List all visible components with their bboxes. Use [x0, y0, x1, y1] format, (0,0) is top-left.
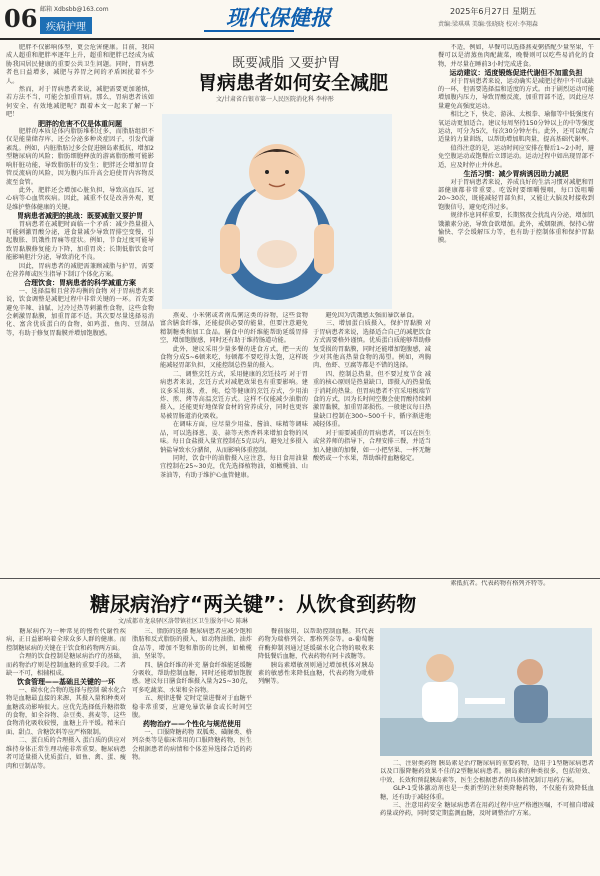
- article2-photo: [380, 628, 592, 756]
- paragraph: 三、脂肪的选择 糖尿病患者应减少饱和脂肪和反式脂肪的摄入，如动物油脂、油炸食品等，增加不饱和脂肪的比例，如橄榄油、坚果等。: [132, 628, 252, 661]
- article1-col-mid: [160, 312, 308, 574]
- header-rule: [0, 38, 600, 40]
- page-header: [0, 0, 600, 40]
- paragraph: 二、调整烹饪方式，采用健康的烹饪技巧 对于胃病患者来说，烹饪方式对减肥效果也有重要影响。建议多采用蒸、煮、炖、烩等健康的烹饪方式，少用油炸、煎、烤等高温烹饪方式。这样不仅能减少油脂的摄入，还能更好地保留食材的营养成分，同时也更容易被胃肠道消化吸收。: [160, 370, 308, 420]
- overweight-man-illustration: [162, 114, 392, 309]
- subheading: 肥胖的危害不仅是体重问题: [38, 119, 122, 128]
- paragraph: 肥胖的本质是体内脂肪堆积过多，而脂肪组织不仅是能量储存库，还会分泌多种炎症因子，引发代谢紊乱。例如，内脏脂肪过多会促进胰岛素抵抗，增加2型糖尿病的风险；脂肪细胞释放的游离脂肪酸可能影响肝脏功能，导致脂肪肝的发生；肥胖还会增加胃食管反流病的风险，因为腹内压升高会迫使胃内容物反流至食管。: [6, 128, 154, 186]
- doctor-consultation-photo: [380, 628, 592, 756]
- article2-col-1: [6, 628, 126, 872]
- paragraph: 规律作息同样重要，长期熬夜会扰乱内分泌，增加饥饿激素分泌，导致食欲增加。此外，戒烟限酒、保持心情愉快、学会缓解压力等，也有助于控制体重和保护胃黏膜。: [438, 212, 594, 245]
- article2-col-2: [132, 628, 252, 872]
- article2-byline: 文/成都市龙泉驿区洛带镇社区卫生服务中心 陈琳: [118, 618, 248, 625]
- paragraph: 五、规律进餐 定时定量进餐对于血糖平稳非常重要，应避免暴饮暴食或长时间空腹。: [132, 695, 252, 720]
- paragraph: 对于胃病患者来说，养成良好的生活习惯对减肥和胃部健康都非常重要。吃饭时要细嚼慢咽，每口饭咀嚼20~30次，既能减轻胃部负担，又能让大脑及时接收到饱腹信号，避免吃得过多。: [438, 178, 594, 211]
- section-label: 疾病护理: [40, 17, 92, 34]
- paragraph: 二、蛋白质的合理摄入 蛋白质的供应对维持身体正常生理功能非常重要。糖尿病患者可适量摄入优质蛋白，如鱼、禽、蛋、瘦肉和豆制品等。: [6, 737, 126, 770]
- paragraph: GLP-1受体激动剂也是一类新型的注射类降糖药物，不仅能有效降低血糖，还有助于减轻体重。: [380, 785, 594, 801]
- paragraph: 肥胖不仅影响体型，更会危害健康。目前，我国成人超重和肥胖率逐年上升，超重和肥胖已经成为威胁我国居民健康的重要公共卫生问题。同时，胃病患者也日益增多，减肥与养胃之间的矛盾困扰着不少人。: [6, 44, 154, 85]
- section-divider: [0, 578, 600, 579]
- paragraph: 燕麦、小米粥或者南瓜粥这类的谷物，这些食物富含膳食纤维，还能提供必要的能量，但要注意避免精制糖类和加工食品。膳食中的纤维能帮助延缓胃排空，增加饱腹感，同时还有助于维持肠道功能。: [160, 312, 308, 345]
- paragraph: 合理的饮食控制是糖尿病治疗的基础，而药物治疗则是控制血糖的重要手段。二者缺一不可，相辅相成。: [6, 653, 126, 678]
- paragraph: 三、注意用药安全 糖尿病患者在用药过程中应严格遵医嘱，不可擅自增减药量或停药，同时要定期监测血糖，及时调整治疗方案。: [380, 802, 594, 818]
- email-line: 邮箱 Xdbsbb@163.com: [40, 6, 109, 13]
- issue-date: 2025年6月27日 星期五: [450, 7, 537, 16]
- paragraph: 避免因为饥饿感太强而暴饮暴食。: [313, 312, 419, 319]
- paragraph: 值得注意的是，运动时间应安排在餐后1~2小时，避免空腹运动或饱餐后立即运动。运动过程中如出现胃部不适，应及时停止并休息。: [438, 144, 594, 169]
- article1-byline: 文/甘肃省白银市第一人民医院消化科 李梓彤: [216, 96, 334, 103]
- paragraph: 三、增加蛋白质摄入，保护胃黏膜 对于胃病患者来说，选择适合自己的减肥饮食方式需要格外谨慎。优质蛋白质能够帮助修复受损的胃黏膜，同时还能增加饱腹感，减少对其他高热量食物的渴望。例如，鸡胸肉、鱼虾、豆腐等都是不错的选择。: [313, 320, 431, 370]
- paragraph: 对于需要减重的胃病患者，可以在医生或营养师的指导下，合理安排三餐，并适当加入健康的加餐，如一小把坚果、一杯无糖酸奶或一个水果，帮助维持血糖稳定。: [313, 429, 431, 462]
- paragraph: 四、膳食纤维的补充 膳食纤维能延缓糖分吸收，帮助控制血糖，同时还能增加饱腹感。建议每日膳食纤维摄入量为25~30克，可多吃蔬菜、水果和全谷物。: [132, 661, 252, 694]
- paragraph: 此外，建议采用少量多餐的进食方式，把一天的食物分成5~6顿来吃，每顿都不要吃得太饱，这样既能减轻胃部负担，又能控制总热量的摄入。: [160, 345, 308, 370]
- article1-illustration: [162, 114, 392, 309]
- paragraph: 胃病患者在减肥时面临一个矛盾：减少热量摄入可能刺激胃酸分泌，进食量减少导致胃排空变慢，引起腹胀、饥饿性胃痛等症状。例如，节食过度可能导致胃黏膜修复能力下降，加重胃炎；长期低脂饮食可能影响胆汁分泌，导致消化不良。: [6, 220, 154, 262]
- paragraph: 素抵抗者。代表药物有格列齐特等。: [438, 580, 550, 587]
- paragraph: 此外，肥胖还会增加心脏负担，导致高血压、冠心病等心血管疾病。因此，减重不仅是改善外观，更是维护整体健康的关键。: [6, 186, 154, 211]
- subheading: 药物治疗——个性化与规范使用: [143, 720, 241, 729]
- paragraph: 在调味方面，应尽量少用盐、酱油、味精等调味品，可以选择葱、姜、蒜等天然香料来增加食物的风味。每日食盐摄入量宜控制在5克以内，避免过多摄入钠盐导致水分潴留，从而影响体重控制。: [160, 421, 308, 454]
- paragraph: 一、选择温和且营养均衡的食物 对于胃病患者来说，饮食调整是减肥过程中非常关键的一环。首先要避免辛辣、油腻、过冷过热等刺激性食物，这些食物会刺激胃黏膜，加重胃部不适。其次要尽量选择易消化、富含优质蛋白的食物，如鸡蛋、鱼肉、豆制品等，有助于修复胃黏膜并增加饱腹感。: [6, 287, 154, 337]
- subheading: 胃病患者减肥的挑战：既要减脂又要护胃: [17, 212, 143, 221]
- subheading: 生活习惯：减少胃病诱因助力减肥: [463, 170, 569, 179]
- paragraph: 一、碳水化合物的选择与控制 碳水化合物是血糖最直接的来源，其摄入量和种类对血糖波动影响很大。应优先选择低升糖指数的食物，如全谷物、杂豆类、燕麦等，这些食物消化吸收较慢，血糖上升平缓。精米白面、甜点、含糖饮料等应严格限制。: [6, 686, 126, 736]
- masthead-bar: [204, 30, 294, 32]
- paragraph: 对于胃病患者来说，运动确实是减肥过程中不可或缺的一环，但需要选择温和适度的方式。由于剧烈运动可能增加腹内压力，导致胃酸反流，加重胃部不适，因此应尽量避免高强度运动。: [438, 77, 594, 110]
- masthead: 现代保健报: [226, 5, 331, 30]
- article2-title: 糖尿病治疗“两关键”：从饮食到药物: [90, 592, 417, 616]
- paragraph: 同时，饮食中的油脂摄入应注意，每日食用油量宜控制在25~30克，优先选择植物油，如橄榄油、山茶油等，有助于维护心血管健康。: [160, 454, 308, 479]
- article1-col-far: [438, 44, 594, 574]
- paragraph: 胰岛素增敏剂则通过增加机体对胰岛素的敏感性来降低血糖，代表药物为吡格列酮等。: [258, 661, 374, 686]
- paragraph: 一、口服降糖药物 双胍类、磺脲类、格列奈类等是临床常用的口服降糖药物，医生会根据患者的病情和个体差异选择合适的药物。: [132, 728, 252, 762]
- editors-line: 责编:梁琪琪 美编:张晓晓 校对:李翔森: [438, 21, 538, 28]
- paragraph: 四、控制总热量，但不要过度节食 减重的核心原则是热量缺口，即摄入的热量低于消耗的热量。但胃病患者不宜采用极端节食的方式，因为长时间空腹会使胃酸持续刺激胃黏膜，加重胃部损伤。一般建议每日热量缺口控制在300~500千卡，循序渐进地减轻体重。: [313, 370, 431, 429]
- paragraph: 相比之下，快走、游泳、太极拳、瑜伽等中低强度有氧运动更加适合。建议每周坚持150分钟以上的中等强度运动，可分为5次，每次30分钟左右。此外，还可以配合适量的力量训练，以帮助增加肌肉量，提高基础代谢率。: [438, 111, 594, 144]
- article2-col-3: [258, 628, 374, 872]
- paragraph: 然而，对于胃病患者来说，减肥需要更加谨慎，若方法不当，可能会加重胃病。那么，胃病患者该如何安全、有效地减肥呢？跟着本文一起来了解一下吧！: [6, 86, 154, 119]
- subheading: 合理饮食：胃病患者的科学减重方案: [24, 279, 136, 288]
- paragraph: 餐前服用，以帮助控制血糖。其代表药物为瑞格列奈、那格列奈等。α-葡萄糖苷酶抑制剂通过延缓碳水化合物的吸收来降低餐后血糖，代表药物有阿卡波糖等。: [258, 628, 374, 661]
- article2-col-4: [438, 580, 594, 628]
- paragraph: 因此，胃病患者的减肥需兼顾减脂与护胃，需要在营养师或医生指导下制订个体化方案。: [6, 262, 154, 278]
- article1-col-right: [313, 312, 431, 574]
- article1-title: 胃病患者如何安全减肥: [198, 72, 389, 94]
- article2-col-4-lower: [380, 760, 594, 872]
- paragraph: 糖尿病作为一种常见的慢性代谢性疾病，正日益影响着全球众多人群的健康。而控制糖尿病的关键在于饮食和药物两方面。: [6, 628, 126, 652]
- subheading: 饮食管理——基础且关键的一环: [17, 678, 115, 687]
- page-number: 06: [4, 4, 38, 33]
- article1-col-left: [6, 44, 154, 574]
- subheading: 运动建议：适度锻炼促进代谢但不加重负担: [449, 69, 583, 78]
- paragraph: 不适，例如，早餐可以选择燕麦粥搭配少量坚果，午餐可以是清蒸鱼肉配蔬菜，晚餐则可以吃些易消化的食物，并尽量在睡前3小时完成进食。: [438, 44, 594, 68]
- paragraph: 二、注射类药物 胰岛素是治疗糖尿病的重要药物，适用于1型糖尿病患者以及口服降糖药效果不佳的2型糖尿病患者。胰岛素的种类很多，包括短效、中效、长效和预混胰岛素等，医生会根据患者的具体情况制订用药方案。: [380, 760, 594, 784]
- article1-kicker: 既要减脂 又要护胃: [232, 56, 341, 71]
